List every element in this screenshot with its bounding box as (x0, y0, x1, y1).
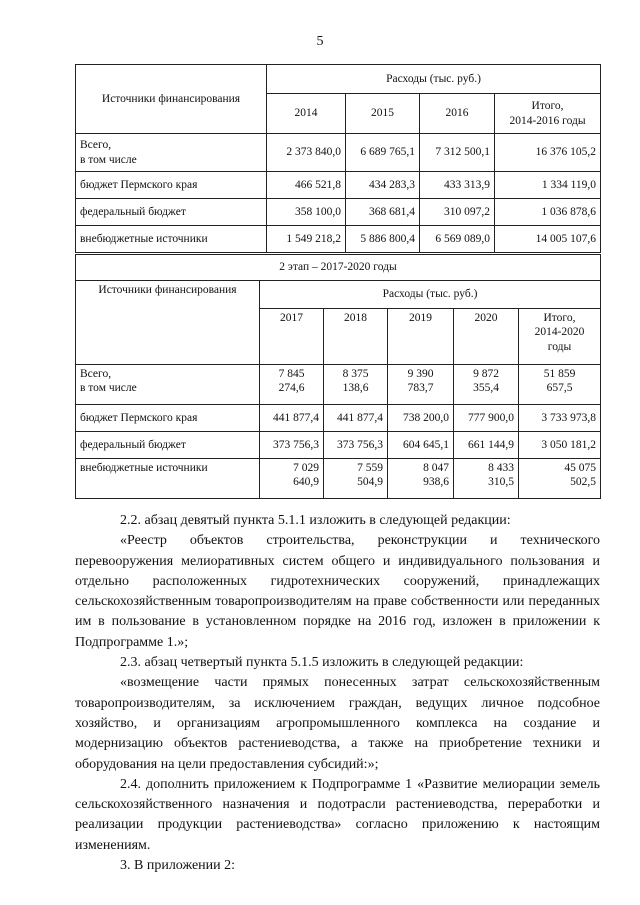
row-label: бюджет Пермского края (76, 405, 260, 432)
value-line: 45 075 (564, 462, 596, 474)
value-cell: 2 373 840,0 (267, 134, 346, 172)
total-header (519, 309, 601, 365)
paragraph-2-4: 2.4. дополнить приложением к Подпрограмме 1 «Развитие мелиорации земель сельскохозяйственного назначения и подотрасли растениеводства, переработки и реализации продукции растениеводства» согласно приложению к настоящим изменениям. (75, 776, 600, 853)
row-label: федеральный бюджет (76, 432, 260, 459)
value-cell: 14 005 107,6 (495, 226, 601, 253)
value-cell: 441 877,4 (260, 405, 324, 432)
value-cell (260, 365, 324, 405)
value-cell: 5 886 800,4 (346, 226, 420, 253)
total-header-line: 2014-2020 (534, 326, 585, 339)
value-cell: 1 334 119,0 (495, 172, 601, 199)
year-header: 2018 (324, 309, 388, 365)
page-number: 5 (316, 34, 324, 49)
value-cell: 310 097,2 (420, 199, 495, 226)
table-row (76, 134, 601, 172)
value-line: 8 047 (423, 462, 449, 474)
year-header: 2017 (260, 309, 324, 365)
value-line: 502,5 (570, 476, 596, 489)
value-cell: 7 312 500,1 (420, 134, 495, 172)
financing-table-2017-2020 (75, 254, 601, 499)
row-label: внебюджетные источники (76, 226, 267, 253)
value-line: 8 433 (488, 462, 514, 474)
year-header: 2016 (420, 94, 495, 134)
value-line: 51 859 (543, 368, 576, 380)
value-cell (519, 365, 601, 405)
value-line: 7 845 (278, 368, 305, 380)
table-row (76, 459, 601, 499)
row-label (76, 134, 267, 172)
row-label-line: в том числе (80, 382, 137, 395)
value-cell (260, 459, 324, 499)
value-line: 9 872 (473, 368, 499, 380)
table-row (76, 365, 601, 405)
value-line: 7 029 (293, 462, 319, 474)
paragraph-2-2: 2.2. абзац девятый пункта 5.1.1 изложить в следующей редакции: (120, 513, 511, 528)
financing-table-2014-2016 (75, 64, 601, 253)
table-row (76, 432, 601, 459)
value-cell: 6 689 765,1 (346, 134, 420, 172)
value-line: 310,5 (488, 476, 514, 489)
total-header-line: Итого, (531, 100, 564, 113)
value-line: 783,7 (407, 382, 434, 395)
total-header-line: годы (547, 340, 572, 353)
year-header: 2014 (267, 94, 346, 134)
value-cell: 358 100,0 (267, 199, 346, 226)
paragraph-2-3: 2.3. абзац четвертый пункта 5.1.5 изложить в следующей редакции: (120, 655, 524, 671)
row-label-line: Всего, (80, 139, 112, 152)
value-line: 7 559 (357, 462, 383, 474)
value-line: 640,9 (293, 476, 319, 489)
year-header: 2020 (454, 309, 519, 365)
value-cell: 373 756,3 (324, 432, 388, 459)
value-cell: 441 877,4 (324, 405, 388, 432)
value-cell (388, 459, 454, 499)
table-row (76, 172, 601, 199)
year-header: 2019 (388, 309, 454, 365)
row-label-line: Всего, (80, 368, 112, 380)
value-line: 504,9 (357, 476, 383, 489)
value-line: 9 390 (407, 368, 434, 380)
value-cell (324, 459, 388, 499)
value-cell: 738 200,0 (388, 405, 454, 432)
value-line: 355,4 (473, 382, 499, 395)
value-cell: 777 900,0 (454, 405, 519, 432)
expenses-header: Расходы (тыс. руб.) (260, 281, 601, 309)
value-cell (519, 459, 601, 499)
value-line: 8 375 (342, 368, 369, 380)
value-cell (454, 365, 519, 405)
value-cell: 466 521,8 (267, 172, 346, 199)
value-cell: 3 050 181,2 (519, 432, 601, 459)
row-label-line: в том числе (80, 153, 137, 166)
year-header: 2015 (346, 94, 420, 134)
row-label: внебюджетные источники (76, 459, 260, 499)
row-label: федеральный бюджет (76, 199, 267, 226)
paragraph-compensation-quote: «возмещение части прямых понесенных затрат сельскохозяйственным товаропроизводителям, за исключением граждан, ведущих личное подсобное хозяйство, и организациям агропромышленного комплекса на создание и модернизацию объектов растениеводства, а также на приобретение техники и оборудования на цели предоставления субсидий:»; (75, 675, 600, 772)
stage-title: 2 этап – 2017-2020 годы (76, 255, 601, 281)
value-line: 274,6 (278, 382, 305, 395)
expenses-header: Расходы (тыс. руб.) (267, 65, 601, 94)
value-cell: 1 549 218,2 (267, 226, 346, 253)
value-cell (454, 459, 519, 499)
row-label (76, 365, 260, 405)
total-header-line: Итого, (543, 312, 576, 324)
body-text (75, 511, 600, 876)
value-cell: 373 756,3 (260, 432, 324, 459)
value-cell: 6 569 089,0 (420, 226, 495, 253)
value-cell: 16 376 105,2 (495, 134, 601, 172)
table-row (76, 226, 601, 253)
value-cell: 1 036 878,6 (495, 199, 601, 226)
value-cell: 661 144,9 (454, 432, 519, 459)
total-header (495, 94, 601, 134)
value-line: 657,5 (546, 382, 573, 395)
total-header-line: 2014-2016 годы (509, 114, 586, 127)
value-cell (388, 365, 454, 405)
source-header: Источники финансирования (76, 65, 267, 134)
table-row (76, 199, 601, 226)
value-line: 138,6 (342, 382, 369, 395)
paragraph-register-quote: «Реестр объектов строительства, реконструкции и технического перевооружения мелиоративных систем общего и индивидуального пользования и отдельно расположенных гидротехнических сооружений, принадлежащих сельскохозяйственным товаропроизводителям на праве собственности или переданных им в пользование в установленном порядке на 2016 год, изложен в приложении к Подпрограмме 1.»; (75, 533, 600, 650)
paragraph-3: 3. В приложении 2: (120, 858, 236, 874)
value-cell: 604 645,1 (388, 432, 454, 459)
value-cell: 434 283,3 (346, 172, 420, 199)
source-header: Источники финансирования (76, 281, 260, 365)
table-row (76, 405, 601, 432)
value-cell: 3 733 973,8 (519, 405, 601, 432)
row-label: бюджет Пермского края (76, 172, 267, 199)
value-cell: 368 681,4 (346, 199, 420, 226)
value-line: 938,6 (423, 476, 449, 489)
value-cell: 433 313,9 (420, 172, 495, 199)
value-cell (324, 365, 388, 405)
